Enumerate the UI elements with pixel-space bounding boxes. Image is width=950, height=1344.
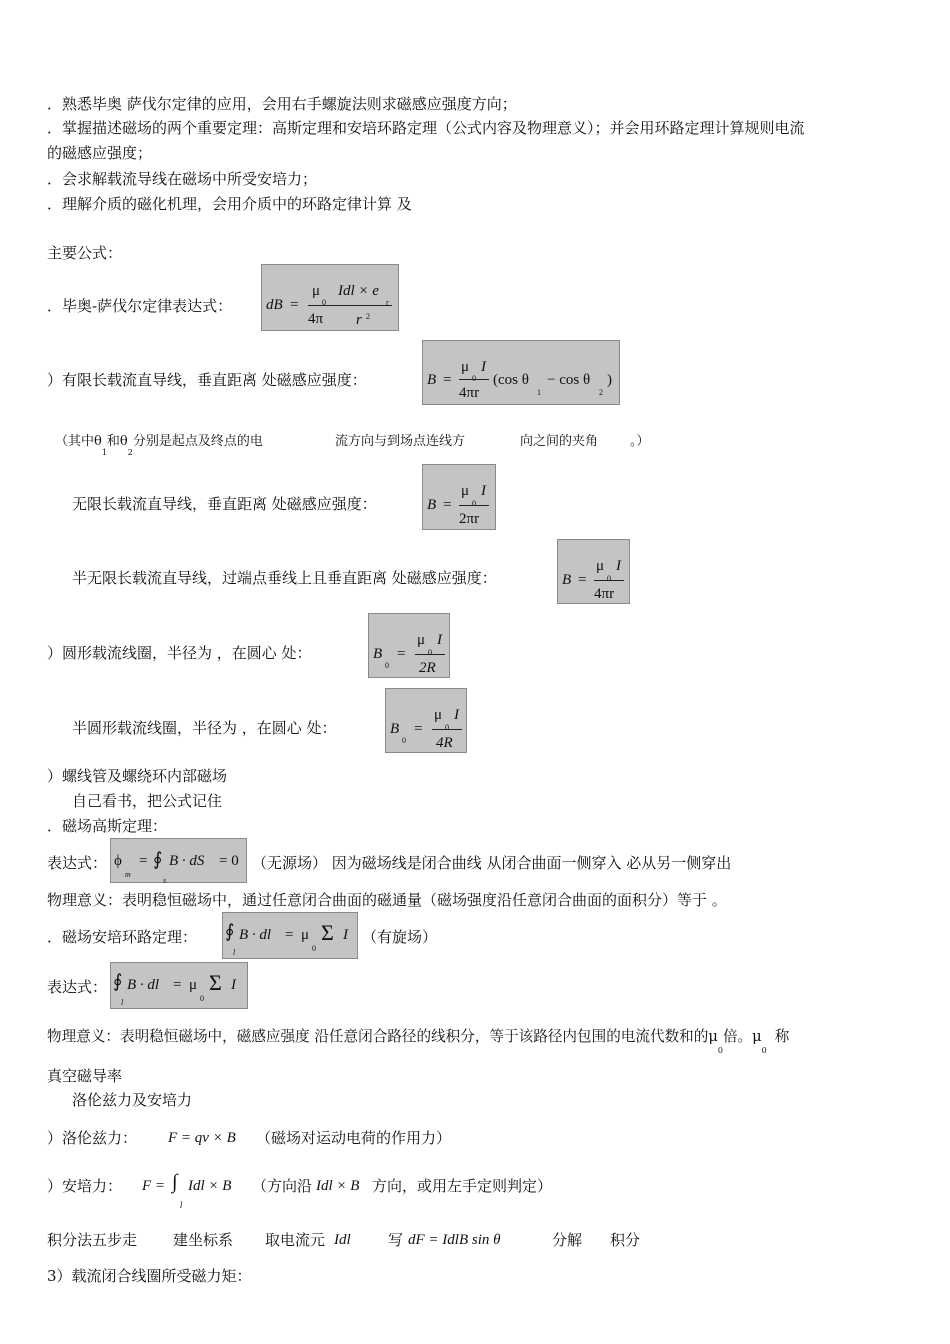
semicircle-loop-formula <box>385 688 467 753</box>
equals-sign: = <box>397 646 406 662</box>
ampere-meaning-part-2: 倍。μ <box>722 1028 762 1045</box>
ampere-heading-formula <box>222 912 358 959</box>
ampere-force-direction: Idl × B <box>316 1178 360 1194</box>
formula-lhs: B <box>390 721 400 737</box>
equals-sign: = <box>290 297 299 313</box>
mu-subscript: 0 <box>200 994 204 1003</box>
infinite-wire-formula <box>422 464 496 530</box>
torque-heading: 3）载流闭合线圈所受磁力矩： <box>47 1267 252 1285</box>
note-part-2: 和θ <box>106 434 128 449</box>
mu-symbol: μ <box>189 977 198 993</box>
solenoid-heading: ）螺线管及螺绕环内部磁场 <box>47 767 228 785</box>
angle-note <box>55 432 263 457</box>
mu-subscript: 0 <box>472 499 476 508</box>
mu-subscript: 0 <box>445 723 449 732</box>
ampere-meaning-part-3: 称 <box>774 1028 790 1045</box>
ampere-force-tail-1: （方向沿 <box>252 1177 313 1195</box>
integrand: B · dl <box>127 977 160 993</box>
finite-wire-label: ）有限长载流直导线，垂直距离 处磁感应强度： <box>47 371 367 389</box>
ampere-expr-formula <box>110 962 248 1009</box>
equals-sign: = <box>285 927 294 943</box>
formula-lhs: B <box>373 646 383 662</box>
fraction-bar <box>459 379 489 380</box>
note-part-5: 向之间的夹角 <box>520 434 599 449</box>
current-symbol: I <box>616 558 621 574</box>
mu-symbol: μ <box>596 558 605 574</box>
note-subscript-2: 2 <box>127 448 133 457</box>
equals-sign: = <box>443 497 452 513</box>
mu-symbol: μ <box>312 283 321 299</box>
formula-lhs: dB <box>266 297 283 313</box>
equals-sign: = <box>578 572 587 588</box>
denominator: 2πr <box>459 511 480 527</box>
close-paren: ) <box>607 372 612 388</box>
fraction-bar <box>459 505 489 506</box>
semicircle-loop-label: 半圆形载流线圈，半径为 ，在圆心 处： <box>72 719 337 737</box>
step-integrate: 积分 <box>610 1231 641 1249</box>
mu-symbol: μ <box>434 707 443 723</box>
lorentz-description: （磁场对运动电荷的作用力） <box>256 1129 452 1147</box>
sum-symbol: Σ <box>321 920 334 945</box>
ampere-force-lhs: F = <box>142 1178 166 1194</box>
objective-1: ．熟悉毕奥 萨伐尔定律的应用，会用右手螺旋法则求磁感应强度方向； <box>47 95 517 113</box>
self-study-note: 自己看书，把公式记住 <box>72 792 223 810</box>
denominator-exponent: 2 <box>366 312 370 321</box>
denominator: 4πr <box>459 385 480 401</box>
ampere-meaning-subscript-1: 0 <box>717 1046 723 1055</box>
vacuum-permeability: 真空磁导率 <box>47 1067 123 1085</box>
lorentz-formula: F = qv × B <box>168 1130 236 1146</box>
main-formulas-heading: 主要公式： <box>47 244 123 262</box>
phi-subscript: m <box>125 870 131 879</box>
fraction-bar <box>594 580 624 581</box>
ampere-meaning <box>47 1027 790 1055</box>
mu-subscript: 0 <box>428 648 432 657</box>
note-subscript-1: 1 <box>101 448 107 457</box>
ampere-force-label: ）安培力： <box>47 1177 123 1195</box>
numerator: Idl × e <box>338 283 379 299</box>
note-part-1: （其中θ <box>55 434 102 449</box>
ampere-meaning-subscript-2: 0 <box>761 1046 767 1055</box>
ampere-heading-tail: （有旋场） <box>362 928 438 946</box>
ampere-force-tail-2: 方向，或用左手定则判定） <box>372 1177 553 1195</box>
closed-line-integral: ∮ <box>113 971 123 991</box>
ampere-force-integrand: Idl × B <box>188 1178 232 1194</box>
objective-2-cont: 的磁感应强度； <box>47 144 153 162</box>
integral-sign: ∫ <box>172 1171 178 1193</box>
denominator: 4π <box>308 311 324 327</box>
mu-symbol: μ <box>461 483 470 499</box>
biot-savart-formula <box>261 264 399 331</box>
current-symbol: I <box>231 977 236 993</box>
lorentz-ampere-heading: 洛伦兹力及安培力 <box>72 1091 193 1109</box>
current-symbol: I <box>481 359 486 375</box>
gauss-heading: ．磁场高斯定理： <box>47 817 168 835</box>
formula-lhs: B <box>562 572 572 588</box>
lorentz-label: ）洛伦兹力： <box>47 1129 138 1147</box>
step-write: 写 <box>388 1231 404 1249</box>
gauss-formula <box>110 838 247 883</box>
gauss-description: （无源场） 因为磁场线是闭合曲线 从闭合曲面一侧穿入 必从另一侧穿出 <box>252 854 732 872</box>
equals-sign: = <box>414 721 423 737</box>
mu-subscript: 0 <box>322 298 326 307</box>
formula-lhs: B <box>427 372 437 388</box>
objective-2: ．掌握描述磁场的两个重要定理：高斯定理和安培环路定理（公式内容及物理意义）；并会用环路定理计算规则电流 <box>47 119 805 137</box>
step-current-element: 取电流元 <box>265 1231 326 1249</box>
ampere-expr-label: 表达式： <box>47 978 108 996</box>
equals-sign: = <box>139 853 148 869</box>
step-decompose: 分解 <box>552 1231 583 1249</box>
circular-loop-label: ）圆形载流线圈，半径为 ，在圆心 处： <box>47 644 312 662</box>
five-steps-title: 积分法五步走 <box>47 1231 138 1249</box>
step-write-formula: dF = IdlB sin θ <box>408 1232 501 1248</box>
mu-symbol: μ <box>417 632 426 648</box>
semi-infinite-wire-label: 半无限长载流直导线，过端点垂线上且垂直距离 处磁感应强度： <box>72 569 497 587</box>
lhs-subscript: 0 <box>385 661 389 670</box>
semi-infinite-wire-formula <box>557 539 630 604</box>
integrand: B · dS <box>169 853 205 869</box>
integral-subscript: l <box>180 1201 183 1210</box>
infinite-wire-label: 无限长载流直导线，垂直距离 处磁感应强度： <box>72 495 377 513</box>
mu-subscript: 0 <box>472 374 476 383</box>
objective-4: ．理解介质的磁化机理，会用介质中的环路定律计算 及 <box>47 195 412 213</box>
mu-subscript: 0 <box>607 574 611 583</box>
gauss-expr-label: 表达式： <box>47 854 108 872</box>
closed-line-integral: ∮ <box>225 921 235 941</box>
closed-surface-integral: ∮ <box>153 849 163 869</box>
current-symbol: I <box>481 483 486 499</box>
circular-loop-formula <box>368 613 450 678</box>
integral-subscript: l <box>233 948 236 957</box>
equals-sign: = <box>173 977 182 993</box>
ampere-heading-label: ．磁场安培环路定理： <box>47 928 198 946</box>
mu-symbol: μ <box>301 927 310 943</box>
theta-1-subscript: 1 <box>537 388 541 397</box>
current-symbol: I <box>437 632 442 648</box>
lhs-subscript: 0 <box>402 736 406 745</box>
minus-cos-theta-2: − cos θ <box>547 372 591 388</box>
note-part-3: 分别是起点及终点的电 <box>132 434 263 449</box>
cos-theta-1: (cos θ <box>493 372 529 388</box>
sum-symbol: Σ <box>209 970 222 995</box>
rhs-zero: = 0 <box>219 853 239 869</box>
integral-subscript: l <box>121 998 124 1007</box>
integrand: B · dl <box>239 927 272 943</box>
mu-symbol: μ <box>461 359 470 375</box>
integral-subscript: s <box>163 876 167 885</box>
denominator-r: r <box>356 312 362 328</box>
unit-vector-subscript: r <box>386 298 389 307</box>
formula-lhs: B <box>427 497 437 513</box>
mu-subscript: 0 <box>312 944 316 953</box>
denominator: 4R <box>436 735 453 751</box>
current-symbol: I <box>343 927 348 943</box>
denominator: 4πr <box>594 586 615 602</box>
note-part-4: 流方向与到场点连线方 <box>335 434 466 449</box>
fraction-bar <box>432 729 462 730</box>
finite-wire-formula <box>422 340 620 405</box>
denominator: 2R <box>419 660 436 676</box>
equals-sign: = <box>443 372 452 388</box>
current-symbol: I <box>454 707 459 723</box>
fraction-bar <box>308 305 392 306</box>
objective-3: ．会求解载流导线在磁场中所受安培力； <box>47 170 318 188</box>
ampere-meaning-part-1: 物理意义：表明稳恒磁场中，磁感应强度 沿任意闭合路径的线积分，等于该路径内包围的电流代数和的μ <box>47 1028 718 1045</box>
phi-symbol: ϕ <box>114 853 122 869</box>
gauss-meaning: 物理意义：表明稳恒磁场中，通过任意闭合曲面的磁通量（磁场强度沿任意闭合曲面的面积分）等于 。 <box>47 891 727 909</box>
step-coordinates: 建坐标系 <box>173 1231 234 1249</box>
theta-2-subscript: 2 <box>599 388 603 397</box>
note-part-6: 。） <box>630 434 650 449</box>
biot-savart-label: ．毕奥-萨伐尔定律表达式： <box>47 297 233 315</box>
current-element-symbol: Idl <box>334 1232 351 1248</box>
fraction-bar <box>415 654 445 655</box>
